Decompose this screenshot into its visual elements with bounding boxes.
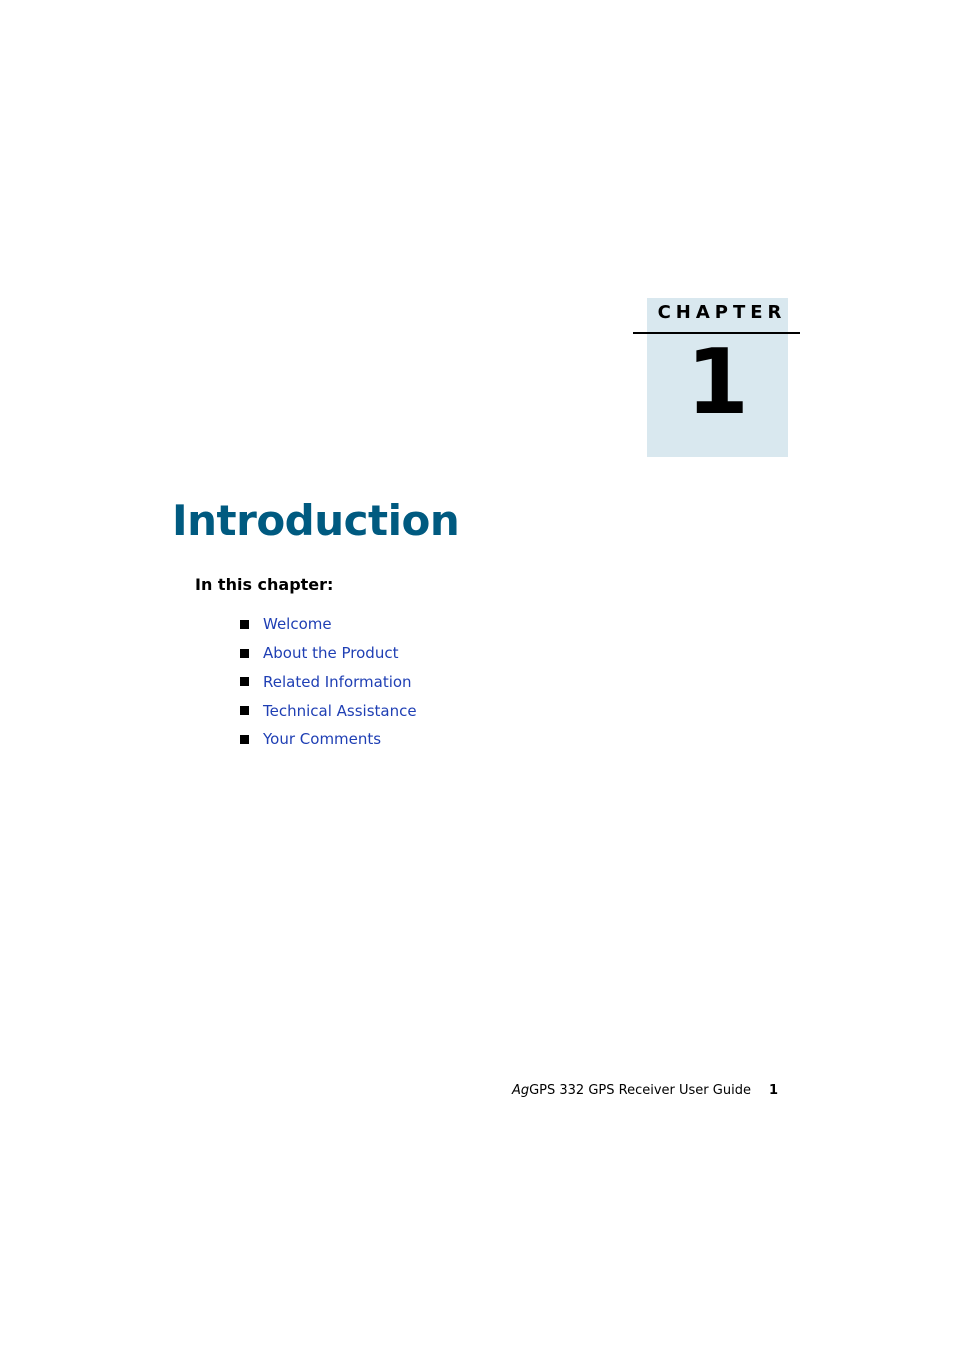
footer-page-number: 1: [768, 1083, 778, 1098]
toc-link-about-the-product[interactable]: About the Product: [263, 644, 399, 663]
square-bullet-icon: [240, 649, 249, 658]
square-bullet-icon: [240, 735, 249, 744]
page-title: Introduction: [172, 496, 460, 545]
toc-item: [240, 610, 417, 639]
square-bullet-icon: [240, 706, 249, 715]
toc-item: [240, 725, 417, 754]
toc-link-your-comments[interactable]: Your Comments: [263, 730, 382, 749]
contents-heading: In this chapter:: [195, 575, 334, 594]
chapter-label: CHAPTER: [657, 302, 787, 323]
chapter-number: 1: [686, 330, 749, 435]
footer-product-title: GPS 332 GPS Receiver User Guide: [529, 1083, 751, 1098]
square-bullet-icon: [240, 620, 249, 629]
toc-item: [240, 668, 417, 697]
toc-link-welcome[interactable]: Welcome: [263, 615, 332, 634]
page-footer: [460, 1081, 778, 1101]
toc-item: [240, 696, 417, 725]
toc-link-technical-assistance[interactable]: Technical Assistance: [263, 701, 417, 720]
square-bullet-icon: [240, 677, 249, 686]
toc-item: [240, 639, 417, 668]
footer-product-prefix: Ag: [511, 1083, 530, 1098]
toc-list: [240, 610, 417, 754]
toc-link-related-information[interactable]: Related Information: [263, 672, 412, 691]
